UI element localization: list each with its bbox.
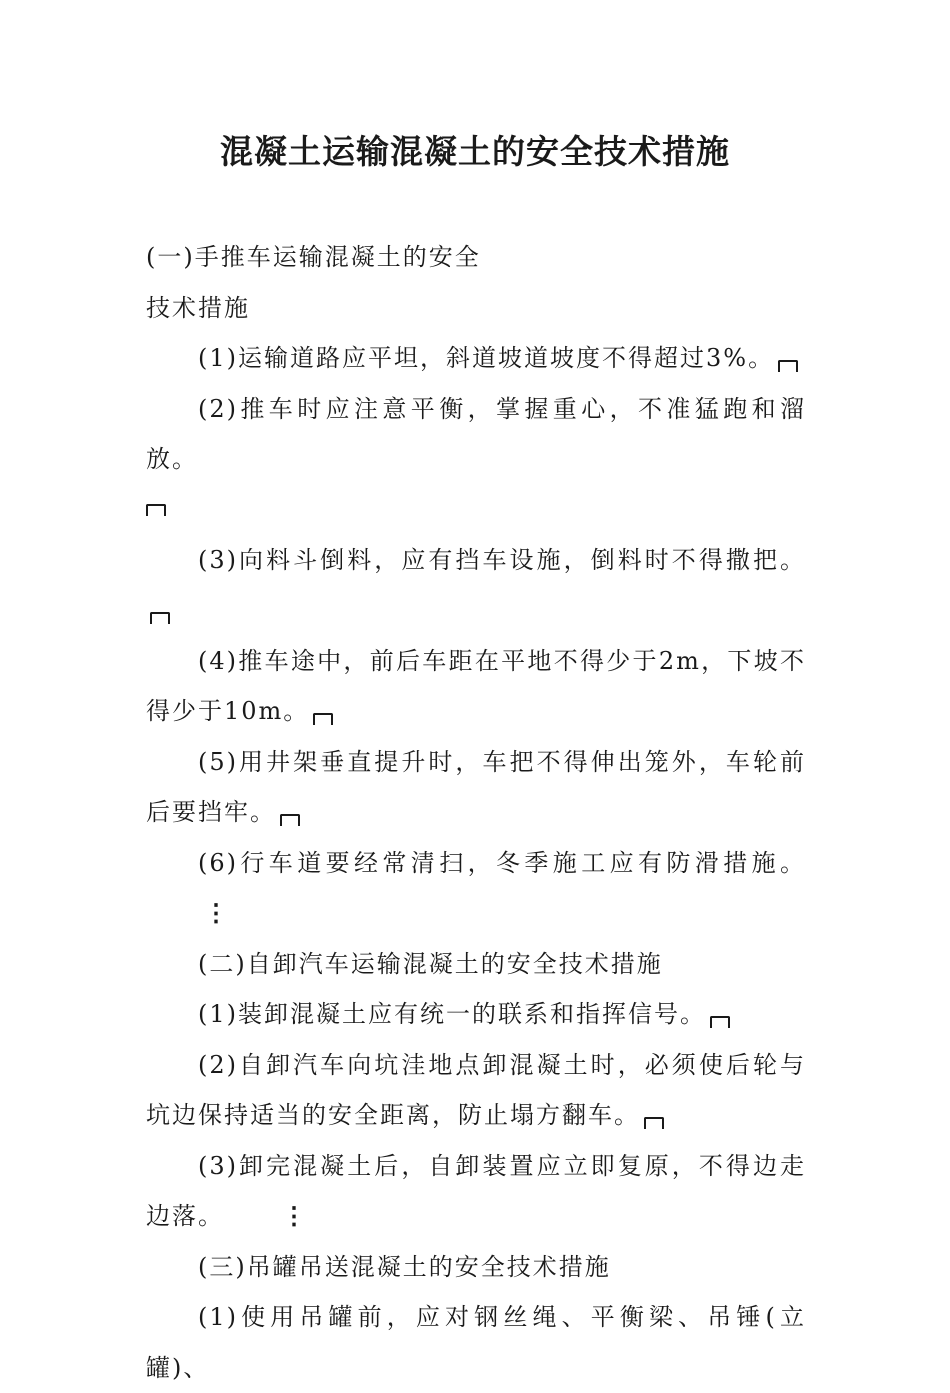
paragraph-item (146, 333, 806, 384)
dots-mark-icon: ⋮ (204, 898, 230, 927)
paragraph-item (146, 1141, 806, 1242)
paragraph-item (146, 636, 806, 737)
paragraph-item (146, 838, 806, 939)
paragraph-text: (6)行车道要经常清扫，冬季施工应有防滑措施。 (198, 848, 806, 877)
paragraph-item (146, 535, 806, 636)
paragraph-item (146, 989, 806, 1040)
document-title: 混凝土运输混凝土的安全技术措施 (220, 132, 730, 171)
paragraph-text: (1)装卸混凝土应有统一的联系和指挥信号。 (198, 1000, 706, 1028)
paragraph-mark-icon (778, 360, 798, 372)
section-heading-1: (一)手推车运输混凝土的安全 (146, 243, 481, 271)
paragraph-mark-icon (280, 814, 300, 826)
paragraph-mark-icon (313, 713, 333, 725)
section-heading-2: (二)自卸汽车运输混凝土的安全技术措施 (198, 949, 663, 978)
paragraph-text: (4)推车途中，前后车距在平地不得少于2m，下坡不得少于10m。 (146, 646, 806, 725)
paragraph-text: (1)使用吊罐前，应对钢丝绳、平衡梁、吊锤(立罐)、 (146, 1303, 806, 1382)
paragraph-mark-icon (150, 612, 170, 624)
document-body (146, 232, 806, 1393)
paragraph-mark-icon (644, 1117, 664, 1129)
paragraph-text: (2)推车时应注意平衡，掌握重心，不准猛跑和溜放。 (146, 394, 806, 473)
dots-mark-icon: ⋮ (282, 1201, 308, 1230)
paragraph-item (146, 1292, 806, 1393)
paragraph-mark-icon (146, 504, 166, 516)
paragraph-text: (1)运输道路应平坦，斜道坡道坡度不得超过3%。 (198, 344, 775, 372)
section-heading-1-cont: 技术措施 (146, 293, 250, 322)
paragraph-text: (3)向料斗倒料，应有挡车设施，倒料时不得撒把。 (198, 545, 806, 574)
paragraph-text: (2)自卸汽车向坑洼地点卸混凝土时，必须使后轮与坑边保持适当的安全距离，防止塌方翻车。 (146, 1050, 806, 1129)
section-heading-3: (三)吊罐吊送混凝土的安全技术措施 (198, 1252, 611, 1281)
paragraph-item (146, 1040, 806, 1141)
paragraph-text: (3)卸完混凝土后，自卸装置应立即复原，不得边走边落。 (146, 1151, 806, 1230)
paragraph-item (146, 384, 806, 485)
paragraph-text: (5)用井架垂直提升时，车把不得伸出笼外，车轮前后要挡牢。 (146, 747, 806, 826)
paragraph-mark-icon (710, 1016, 730, 1028)
paragraph-item (146, 737, 806, 838)
